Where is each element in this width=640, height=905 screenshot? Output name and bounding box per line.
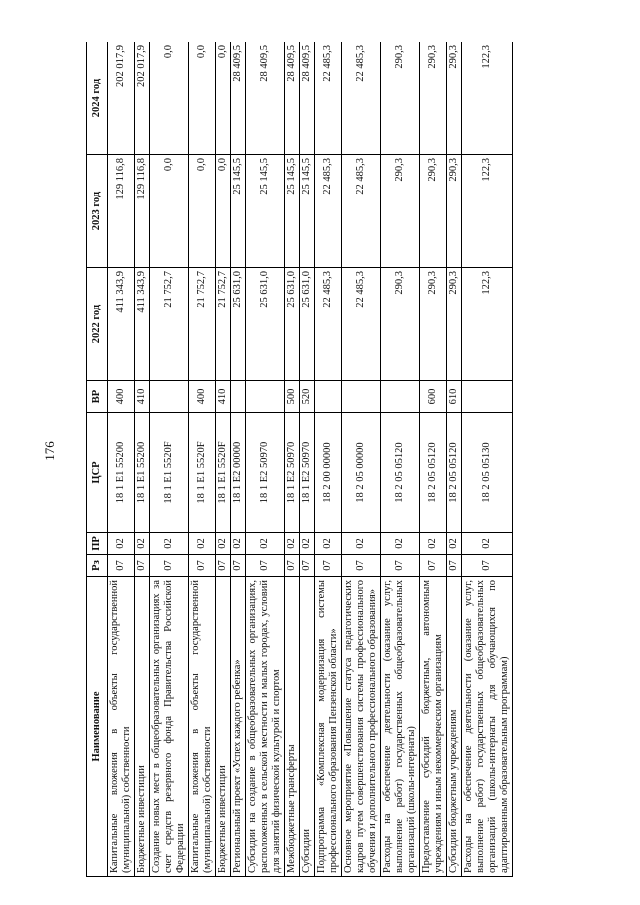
table-row [246,42,285,877]
table-row [150,42,189,877]
cell-2022: 290,3 [420,268,447,381]
cell-2024: 290,3 [381,42,420,155]
cell-2023: 0,0 [189,155,216,268]
cell-name: Капитальные вложения в объекты государственной (муниципальной) собственности [108,577,135,877]
cell-2024: 202 017,9 [108,42,135,155]
cell-name: Создание новых мест в общеобразовательных организациях за счет средств резервного фонда Правительства Российской Федерации [150,577,189,877]
table-row [216,42,231,877]
table-row [420,42,447,877]
cell-vr [315,381,342,413]
cell-rz: 07 [135,555,150,577]
cell-csr: 18 1 E2 50970 [246,413,285,533]
cell-csr: 18 1 E1 5520F [150,413,189,533]
cell-2023: 22 485,3 [315,155,342,268]
budget-table [86,42,513,877]
cell-pr: 02 [420,533,447,555]
cell-name: Бюджетные инвестиции [135,577,150,877]
cell-rz: 07 [315,555,342,577]
cell-vr [381,381,420,413]
cell-vr [231,381,246,413]
table-header-row [87,42,108,877]
cell-rz: 07 [300,555,315,577]
cell-csr: 18 1 E1 55200 [108,413,135,533]
cell-csr: 18 1 E2 50970 [285,413,300,533]
cell-vr: 600 [420,381,447,413]
cell-2024: 22 485,3 [315,42,342,155]
cell-2024: 0,0 [189,42,216,155]
cell-rz: 07 [150,555,189,577]
cell-pr: 02 [246,533,285,555]
cell-2023: 0,0 [216,155,231,268]
cell-2022: 25 631,0 [231,268,246,381]
cell-vr: 400 [108,381,135,413]
cell-csr: 18 1 E1 55200 [135,413,150,533]
cell-rz: 07 [381,555,420,577]
cell-pr: 02 [231,533,246,555]
cell-2024: 0,0 [216,42,231,155]
cell-vr: 410 [216,381,231,413]
cell-2024: 28 409,5 [231,42,246,155]
cell-2023: 25 145,5 [231,155,246,268]
cell-rz: 07 [285,555,300,577]
cell-vr [150,381,189,413]
table-row [300,42,315,877]
cell-name: Основное мероприятие «Повышение статуса педагогических кадров путем совершенствования системы профессионального обучения и дополнительного профессионального образования» [342,577,381,877]
cell-name: Региональный проект «Успех каждого ребенка» [231,577,246,877]
cell-2022: 21 752,7 [150,268,189,381]
cell-vr: 610 [447,381,462,413]
table-row [135,42,150,877]
cell-name: Бюджетные инвестиции [216,577,231,877]
cell-vr [462,381,513,413]
cell-rz: 07 [462,555,513,577]
cell-name: Субсидии [300,577,315,877]
cell-vr: 400 [189,381,216,413]
cell-2024: 202 017,9 [135,42,150,155]
header-2024: 2024 год [87,42,108,155]
table-row [315,42,342,877]
cell-2024: 290,3 [420,42,447,155]
cell-vr [342,381,381,413]
cell-csr: 18 2 05 05120 [381,413,420,533]
cell-pr: 02 [216,533,231,555]
cell-2023: 290,3 [447,155,462,268]
cell-csr: 18 2 00 00000 [315,413,342,533]
cell-rz: 07 [420,555,447,577]
cell-rz: 07 [108,555,135,577]
cell-pr: 02 [381,533,420,555]
cell-name: Субсидии бюджетным учреждениям [447,577,462,877]
cell-vr: 500 [285,381,300,413]
cell-2022: 21 752,7 [189,268,216,381]
page-number: 176 [42,441,57,461]
cell-csr: 18 1 E2 00000 [231,413,246,533]
header-rz: Рз [87,555,108,577]
cell-csr: 18 2 05 05120 [447,413,462,533]
table-row [285,42,300,877]
cell-name: Предоставление субсидий бюджетным, автономным учреждениям и иным некоммерческим организациям [420,577,447,877]
cell-pr: 02 [462,533,513,555]
cell-2023: 25 145,5 [246,155,285,268]
cell-name: Расходы на обеспечение деятельности (оказание услуг, выполнение работ) государственных общеобразовательных организаций (школы-интернаты для обучающихся по адаптированным образовательным программам) [462,577,513,877]
cell-2023: 25 145,5 [285,155,300,268]
cell-rz: 07 [246,555,285,577]
cell-2024: 28 409,5 [246,42,285,155]
cell-csr: 18 1 E1 5520F [216,413,231,533]
header-2023: 2023 год [87,155,108,268]
cell-rz: 07 [189,555,216,577]
cell-2023: 129 116,8 [108,155,135,268]
table-row [342,42,381,877]
cell-rz: 07 [231,555,246,577]
cell-2022: 122,3 [462,268,513,381]
cell-2022: 22 485,3 [342,268,381,381]
cell-2022: 25 631,0 [246,268,285,381]
cell-rz: 07 [216,555,231,577]
cell-pr: 02 [135,533,150,555]
cell-2024: 28 409,5 [300,42,315,155]
cell-pr: 02 [342,533,381,555]
cell-2024: 122,3 [462,42,513,155]
cell-2022: 25 631,0 [300,268,315,381]
table-row [231,42,246,877]
cell-name: Расходы на обеспечение деятельности (оказание услуг, выполнение работ) государственных общеобразовательных организаций (школы-интернаты) [381,577,420,877]
cell-csr: 18 1 E1 5520F [189,413,216,533]
cell-rz: 07 [447,555,462,577]
cell-2022: 22 485,3 [315,268,342,381]
cell-csr: 18 2 05 05130 [462,413,513,533]
cell-name: Межбюджетные трансферты [285,577,300,877]
table-row [189,42,216,877]
cell-2022: 290,3 [447,268,462,381]
header-vr: ВР [87,381,108,413]
cell-csr: 18 2 05 05120 [420,413,447,533]
cell-pr: 02 [300,533,315,555]
cell-pr: 02 [315,533,342,555]
cell-csr: 18 2 05 00000 [342,413,381,533]
cell-csr: 18 1 E2 50970 [300,413,315,533]
cell-rz: 07 [342,555,381,577]
header-pr: ПР [87,533,108,555]
cell-2024: 22 485,3 [342,42,381,155]
cell-2023: 129 116,8 [135,155,150,268]
cell-2022: 21 752,7 [216,268,231,381]
cell-2023: 122,3 [462,155,513,268]
cell-vr: 410 [135,381,150,413]
cell-2022: 411 343,9 [135,268,150,381]
table-row [447,42,462,877]
cell-2024: 28 409,5 [285,42,300,155]
cell-vr [246,381,285,413]
cell-name: Субсидии на создание в общеобразовательных организациях, расположенных в сельской местности и малых городах, условий для занятий физической культурой и спортом [246,577,285,877]
cell-2022: 25 631,0 [285,268,300,381]
cell-name: Капитальные вложения в объекты государственной (муниципальной) собственности [189,577,216,877]
cell-pr: 02 [108,533,135,555]
cell-2024: 290,3 [447,42,462,155]
table-row [108,42,135,877]
cell-2023: 25 145,5 [300,155,315,268]
cell-name: Подпрограмма «Комплексная модернизация системы профессионального образования Пензенской области» [315,577,342,877]
cell-2023: 22 485,3 [342,155,381,268]
cell-pr: 02 [285,533,300,555]
cell-pr: 02 [150,533,189,555]
table-row [381,42,420,877]
cell-pr: 02 [189,533,216,555]
cell-2024: 0,0 [150,42,189,155]
cell-2023: 0,0 [150,155,189,268]
cell-2022: 411 343,9 [108,268,135,381]
cell-2022: 290,3 [381,268,420,381]
header-csr: ЦСР [87,413,108,533]
cell-2023: 290,3 [420,155,447,268]
rotated-page-area [86,42,553,877]
header-2022: 2022 год [87,268,108,381]
rotated-table-container [86,42,553,877]
header-name: Наименование [87,577,108,877]
cell-vr: 520 [300,381,315,413]
cell-pr: 02 [447,533,462,555]
table-row [462,42,513,877]
cell-2023: 290,3 [381,155,420,268]
